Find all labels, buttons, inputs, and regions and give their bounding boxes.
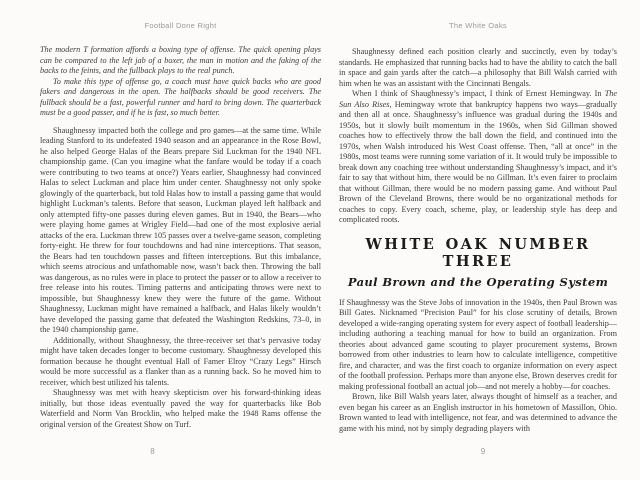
paragraph	[40, 45, 321, 77]
right-page-body-top	[339, 47, 617, 226]
left-page	[40, 0, 321, 480]
running-head-right: The White Oaks	[449, 21, 507, 30]
chapter-heading: WHITE OAK NUMBER THREE	[365, 235, 591, 270]
text-segment: , Hemingway wrote that bankruptcy happens two ways—gradually and then all at once. Shaughnessy’s influence was gradual during the 1940s and 1950s, but it slowly built momentum in the 1960s, when Sid Gillman showed coaches how to effectively throw the ball down the field, and continued into the 1970s, when Walsh introduced his West Coast offense. Then, “all at once” in the 1980s, most teams were running some variation of it. It would truly be impossible to break down any coaching tree without understanding Shaughnessy’s impact, and it’s fair to say that without him, there would be no Gillman. It’s even fairer to proclaim that without Gillman, there would be no modern passing game. And without Paul Brown of the Cleveland Browns, there would be no organizational methods for coaches to copy. Every coach, scheme, play, or leadership style has deep and complicated roots.	[339, 99, 617, 224]
paragraph	[339, 89, 617, 226]
page-number-right: 9	[480, 447, 486, 456]
right-page-body-bottom	[339, 298, 617, 435]
running-head-left: Football Done Right	[144, 21, 217, 30]
text-segment: Shaughnessy was met with heavy skepticism over his forward-thinking ideas initially, but those ideas eventually paved the way for quarterbacks like Bob Waterfield and Norm Van Brocklin, who helped make the 1948 Rams offense the original version of the Greatest Show on Turf.	[40, 388, 321, 429]
text-segment: Brown, like Bill Walsh years later, always thought of himself as a teacher, and even began his career as an English instructor in his hometown of Massillon, Ohio. Brown wanted to lead with intelligence, not fear, and was determined to advance the game with his mind, not by simply degrading players with	[339, 392, 617, 433]
text-segment: Additionally, without Shaughnessy, the three-receiver set that’s pervasive today might have taken decades longer to become customary. Shaughnessy developed this formation because he thought eventual Hall of Famer Elroy “Crazy Legs” Hirsch would be more successful as a flanker than as a running back. So he moved him to receiver, which best utilized his talents.	[40, 335, 321, 387]
chapter-subtitle: Paul Brown and the Operating System	[347, 274, 609, 289]
paragraph	[40, 336, 321, 389]
text-segment: Shaughnessy defined each position clearly and succinctly, even by today’s standards. He emphasized that running backs had to have the ability to catch the ball in space and gain yards after the catch—a philosophy that Bill Walsh carried with him when he was an assistant with the Cincinnati Bengals.	[339, 47, 617, 88]
paragraph	[339, 392, 617, 434]
right-page	[339, 0, 617, 480]
text-segment: To make this type of offense go, a coach must have quick backs who are good fakers and dangerous in the open. The halfbacks should be good receivers. The fullback should be a fast, powerful runner and hard to bring down. The quarterback must be a good passer, and if he is fast, so much better.	[40, 76, 321, 117]
left-page-content	[40, 45, 321, 430]
text-segment: When I think of Shaughnessy’s impact, I think of Ernest Hemingway. In	[352, 89, 605, 98]
paragraph	[339, 298, 617, 393]
left-page-body	[40, 126, 321, 431]
right-page-content	[339, 47, 617, 434]
text-segment: If Shaughnessy was the Steve Jobs of innovation in the 1940s, then Paul Brown was Bill Gates. Nicknamed “Precision Paul” for his close scrutiny of details, Brown developed a wide-ranging operating system for every aspect of football leadership—including authoring a teaching manual for how to build an organization. From theories about advanced game scouting to player procurement systems, Brown borrowed from other industries to learn how to calculate intelligence, competitive fire, and character, and was the first coach to organize information on every aspect of the football profession. Perhaps more than anyone else, Brown deserves credit for making professional football an actual job—and not merely a hobby—for coaches.	[339, 297, 617, 391]
paragraph	[40, 77, 321, 119]
epigraph	[40, 45, 321, 119]
paragraph	[40, 126, 321, 336]
italic-text: The Sun Also Rises	[339, 89, 617, 109]
text-segment: Shaughnessy impacted both the college and pro games—at the same time. While leading Stanford to its undefeated 1940 season and an appearance in the Rose Bowl, he also helped George Halas of the Bears prepare Sid Luckman for the 1940 NFL championship game. (Can you imagine what the fanfare would be today if a coach were contributing to two teams at once?) Years earlier, Shaughnessy had convinced Halas to select Luckman and place him under center. Shaughnessy not only spoke glowingly of the quarterback, but told Halas how to install a passing game that would highlight Luckman’s talents. Before that season, Luckman played left halfback and only attempted fifty-one passes during eleven games. But in 1940, the Bears—who were playing home games at Wrigley Field—had one of the most explosive aerial attacks of the era. Luckman threw 105 passes over a twelve-game season, completing forty-eight. He threw for four touchdowns and had nine interceptions. That season, the Bears had ten touchdown passes and fifteen interceptions. But this imbalance, which seems atrocious and unfathomable now, wasn’t back then. Throwing the ball was dangerous, as no rules were in place to protect the passer or to allow a receiver to free release into his routes. Timing patterns and anticipating throws were next to impossible, but Shaughnessy knew they were the future of the game. Without Shaughnessy, Luckman might have remained a halfback, and Halas likely wouldn’t have developed the passing game that defeated the Washington Redskins, 73–0, in the 1940 championship game.	[40, 125, 321, 334]
page-number-left: 8	[150, 447, 155, 456]
paragraph	[40, 388, 321, 430]
text-segment: The modern T formation affords a boxing type of offense. The quick opening plays can be compared to the left jab of a boxer, the man in motion and the faking of the backs to the feints, and the fullback plays to the real punch.	[40, 45, 321, 75]
paragraph	[339, 47, 617, 89]
